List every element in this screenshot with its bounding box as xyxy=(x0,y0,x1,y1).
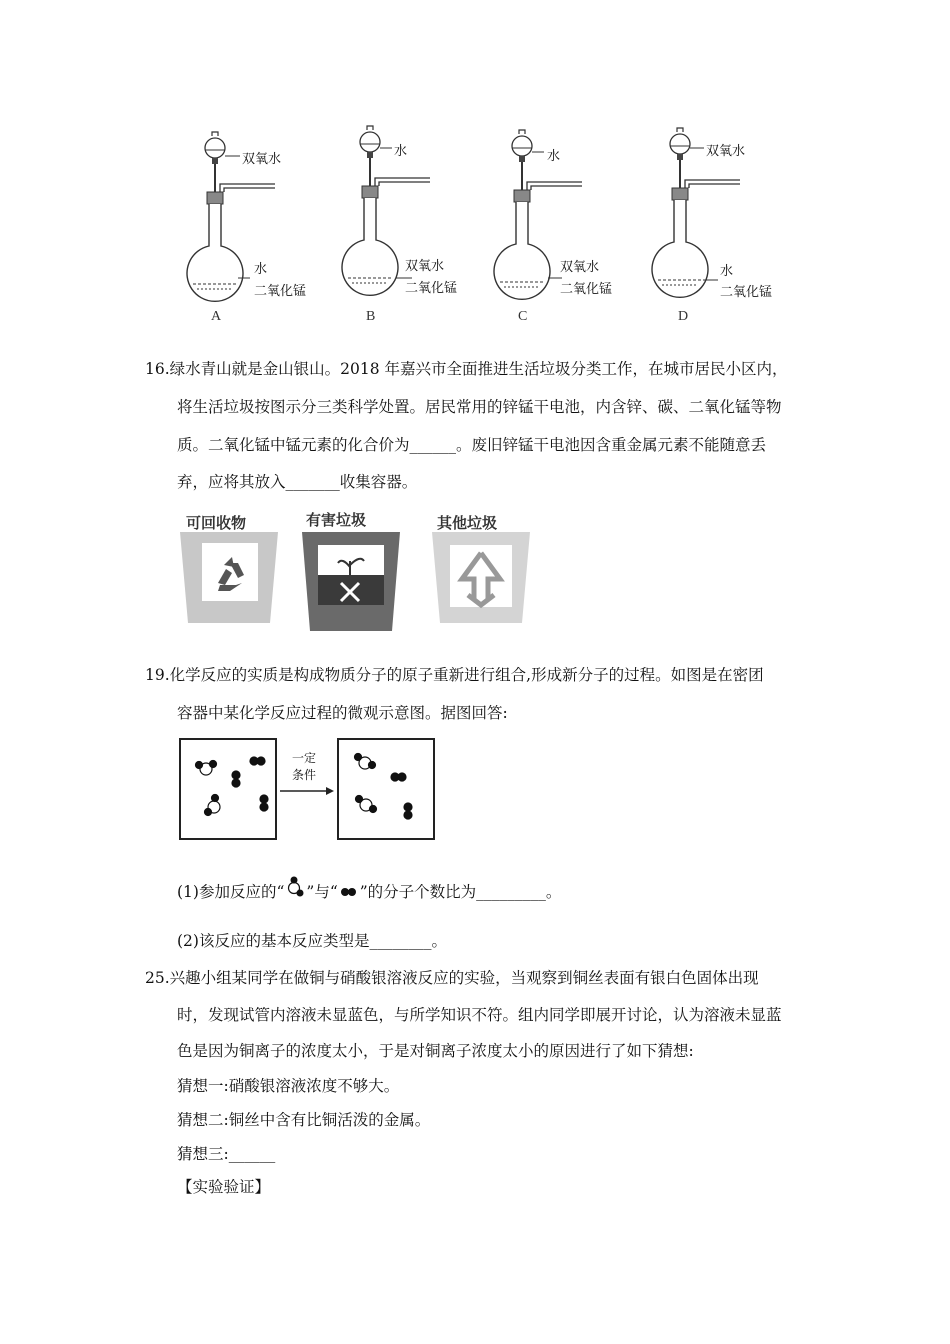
reactant-box xyxy=(180,739,276,839)
bin-label-hazardous: 有害垃圾 xyxy=(306,511,367,529)
q16-line3: 质。二氧化锰中锰元素的化合价为______。废旧锌锰干电池因含重金属元素不能随意丢 xyxy=(177,436,767,454)
label-c-flask2: 二氧化锰 xyxy=(560,282,613,297)
bent-molecule-icon xyxy=(284,874,306,900)
arrow-label-bottom: 条件 xyxy=(292,768,317,782)
q25-guess2: 猜想二:铜丝中含有比铜活泼的金属。 xyxy=(177,1111,431,1129)
q16-line4: 弃，应将其放入_______收集容器。 xyxy=(177,473,418,491)
arrow-label-top: 一定 xyxy=(292,751,317,765)
label-d-letter: D xyxy=(678,309,689,324)
label-b-flask1: 双氧水 xyxy=(405,259,445,274)
q25-line1: 25.兴趣小组某同学在做铜与硝酸银溶液反应的实验，当观察到铜丝表面有银白色固体出现 xyxy=(145,969,759,987)
q25-line2: 时，发现试管内溶液未显蓝色，与所学知识不符。组内同学即展开讨论，认为溶液未显蓝 xyxy=(177,1006,782,1024)
recyclable-bin xyxy=(180,532,278,623)
q19-sub1-part-c: ”的分子个数比为_________。 xyxy=(359,883,562,901)
product-box xyxy=(338,739,434,839)
q16-line1: 16.绿水青山就是金山银山。2018 年嘉兴市全面推进生活垃圾分类工作，在城市居民小区内， xyxy=(145,360,788,378)
q19-line2: 容器中某化学反应过程的微观示意图。据图回答: xyxy=(177,704,508,722)
diatomic-molecule-icon xyxy=(338,885,360,899)
label-a-letter: A xyxy=(211,309,222,324)
label-b-flask2: 二氧化锰 xyxy=(405,281,458,296)
label-c-funnel: 水 xyxy=(547,149,561,164)
label-d-flask1: 水 xyxy=(720,264,734,279)
q25-guess3: 猜想三:______ xyxy=(177,1145,276,1163)
label-a-flask1: 水 xyxy=(254,262,268,277)
other-bin xyxy=(432,532,530,623)
q25-section-title: 【实验验证】 xyxy=(177,1178,271,1196)
q25-guess1: 猜想一:硝酸银溶液浓度不够大。 xyxy=(177,1077,400,1095)
label-c-flask1: 双氧水 xyxy=(560,260,600,275)
bin-label-recyclable: 可回收物 xyxy=(186,514,247,532)
bin-label-other: 其他垃圾 xyxy=(437,514,498,532)
q25-line3: 色是因为铜离子的浓度太小，于是对铜离子浓度太小的原因进行了如下猜想: xyxy=(177,1042,694,1060)
label-d-funnel: 双氧水 xyxy=(706,144,746,159)
label-a-funnel: 双氧水 xyxy=(242,152,282,167)
label-a-flask2: 二氧化锰 xyxy=(254,284,307,299)
q19-sub1-part-b: ”与“ xyxy=(306,883,338,901)
label-b-funnel: 水 xyxy=(394,144,408,159)
label-d-flask2: 二氧化锰 xyxy=(720,285,773,300)
label-c-letter: C xyxy=(518,309,528,324)
label-b-letter: B xyxy=(366,309,376,324)
q19-sub2: (2)该反应的基本反应类型是________。 xyxy=(177,932,447,950)
q19-sub1 xyxy=(177,882,561,902)
q19-line1: 19.化学反应的实质是构成物质分子的原子重新进行组合,形成新分子的过程。如图是在密团 xyxy=(145,666,764,684)
hazardous-bin xyxy=(302,532,400,631)
q16-line2: 将生活垃圾按图示分三类科学处置。居民常用的锌锰干电池，内含锌、碳、二氧化锰等物 xyxy=(177,398,782,416)
q19-sub1-part-a: (1)参加反应的“ xyxy=(177,883,285,901)
